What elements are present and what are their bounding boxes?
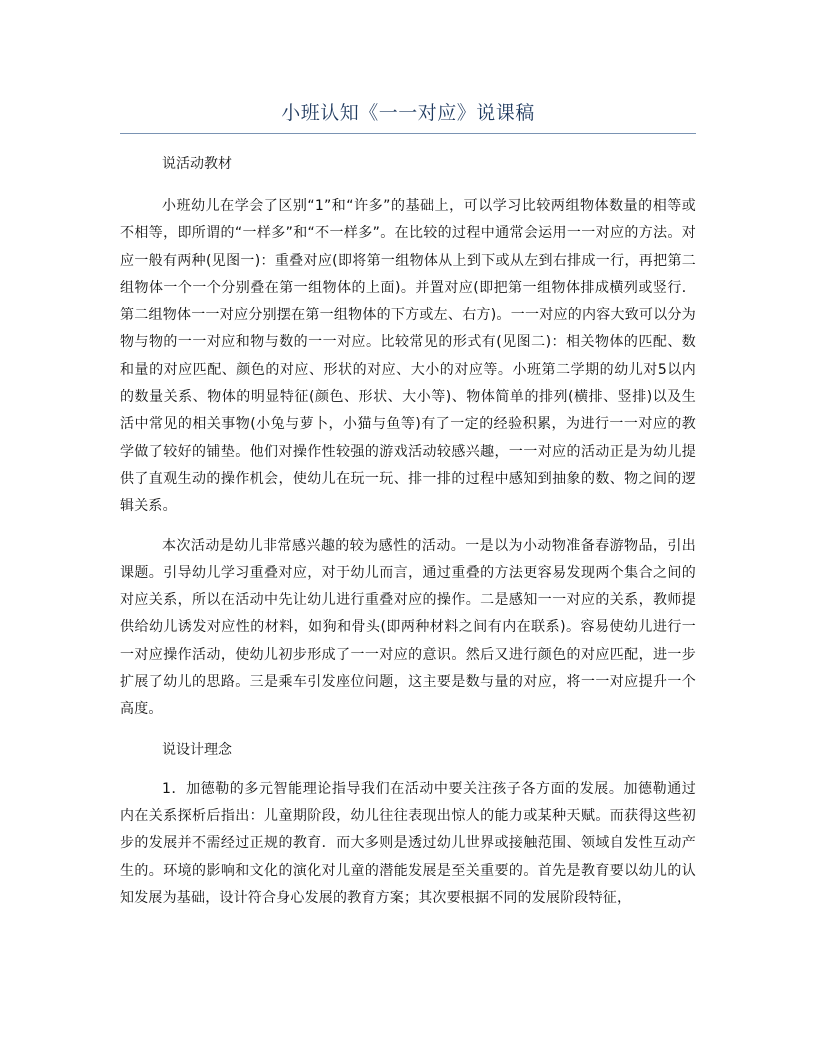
title-divider xyxy=(120,133,696,134)
document-body xyxy=(120,150,696,924)
document-title: 小班认知《一一对应》说课稿 xyxy=(281,102,535,124)
paragraph: 本次活动是幼儿非常感兴趣的较为感性的活动。一是以为小动物准备春游物品，引出课题。引导幼儿学习重叠对应，对于幼儿而言，通过重叠的方法更容易发现两个集合之间的对应关系，所以在活动中先让幼儿进行重叠对应的操作。二是感知一一对应的关系，教师提供给幼儿诱发对应性的材料，如狗和骨头(即两种材料之间有内在联系)。容易使幼儿进行一一对应操作活动，使幼儿初步形成了一一对应的意识。然后又进行颜色的对应匹配，进一步扩展了幼儿的思路。三是乘车引发座位问题，这主要是数与量的对应，将一一对应提升一个高度。 xyxy=(120,537,696,718)
paragraph: 1．加德勒的多元智能理论指导我们在活动中要关注孩子各方面的发展。加德勒通过内在关系探析后指出：儿童期阶段，幼儿往往表现出惊人的能力或某种天赋。而获得这些初步的发展并不需经过正规的教育．而大多则是透过幼儿世界或接触范围、领域自发性互动产生的。环境的影响和文化的演化对儿童的潜能发展是至关重要的。首先是教育要以幼儿的认知发展为基础，设计符合身心发展的教育方案；其次要根据不同的发展阶段特征， xyxy=(120,780,696,906)
paragraph: 小班幼儿在学会了区别“1”和“许多”的基础上，可以学习比较两组物体数量的相等或不相等，即所谓的“一样多”和“不一样多”。在比较的过程中通常会运用一一对应的方法。对应一般有两种(见图一)：重叠对应(即将第一组物体从上到下或从左到右排成一行，再把第二组物体一个一个分别叠在第一组物体的上面)。并置对应(即把第一组物体排成横列或竖行．第二组物体一一对应分别摆在第一组物体的下方或左、右方)。一一对应的内容大致可以分为物与物的一一对应和物与数的一一对应。比较常见的形式有(见图二)：相关物体的匹配、数和量的对应匹配、颜色的对应、形状的对应、大小的对应等。小班第二学期的幼儿对5以内的数量关系、物体的明显特征(颜色、形状、大小等)、物体简单的排列(横排、竖排)以及生活中常见的相关事物(小兔与萝卜，小猫与鱼等)有了一定的经验积累，为进行一一对应的教学做了较好的铺垫。他们对操作性较强的游戏活动较感兴趣，一一对应的活动正是为幼儿提供了直观生动的操作机会，使幼儿在玩一玩、排一排的过程中感知到抽象的数、物之间的逻辑关系。 xyxy=(120,198,696,515)
section-heading: 说设计理念 xyxy=(162,741,232,758)
section-heading: 说活动教材 xyxy=(162,156,232,172)
